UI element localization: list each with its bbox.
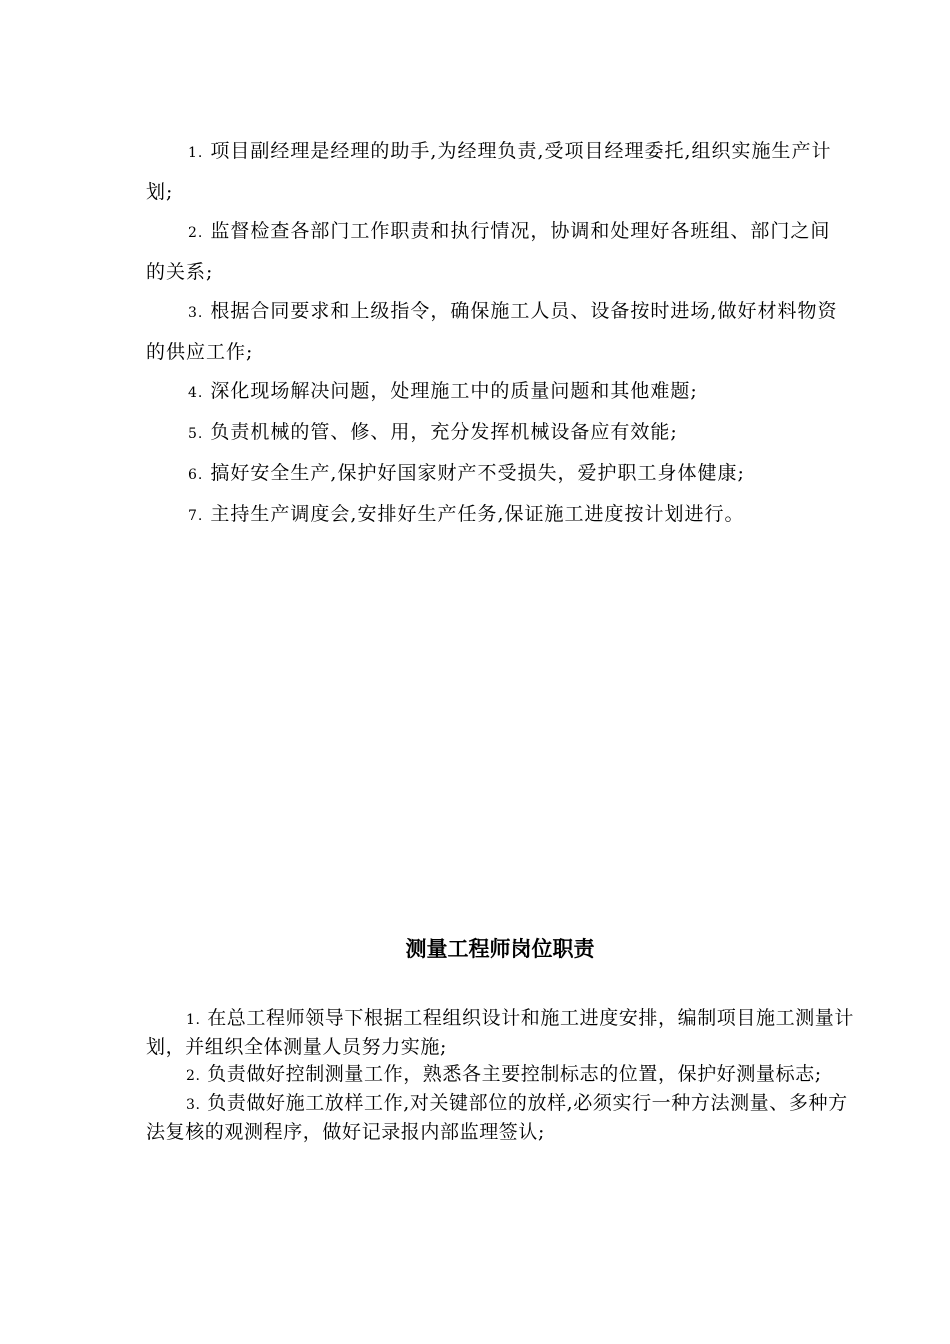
item-text: 负责做好控制测量工作，熟悉各主要控制标志的位置，保护好测量标志; [200,1063,822,1085]
item-text: 深化现场解决问题，处理施工中的质量问题和其他难题; [203,380,698,402]
duty-item-4 [146,372,846,413]
item-number: 2. [186,1068,201,1084]
duty-item-3 [146,1090,856,1146]
item-text: 监督检查各部门工作职责和执行情况，协调和处理好各班组、部门之间的关系; [146,220,831,283]
duty-item-2 [146,212,846,292]
item-text: 搞好安全生产,保护好国家财产不受损失，爱护职工身体健康; [203,462,745,484]
item-number: 7. [188,508,204,524]
item-number: 6. [188,467,204,483]
section-title: 测量工程师岗位职责 [405,937,595,961]
item-text: 在总工程师领导下根据工程组织设计和施工进度安排，编制项目施工测量计划，并组织全体测量人员努力实施; [146,1007,855,1058]
survey-engineer-duties [146,1005,856,1146]
item-text: 负责做好施工放样工作,对关键部位的放样,必须实行一种方法测量、多种方法复核的观测程序，做好记录报内部监理签认; [146,1092,848,1143]
duty-item-1 [146,1005,856,1061]
item-text: 根据合同要求和上级指令，确保施工人员、设备按时进场,做好材料物资的供应工作; [146,300,838,363]
item-number: 1. [186,1012,201,1028]
deputy-manager-duties [146,132,846,536]
item-number: 3. [188,305,204,321]
item-number: 2. [188,225,204,241]
item-number: 1. [188,145,204,161]
duty-item-1 [146,132,846,212]
duty-item-6 [146,454,846,495]
duty-item-7 [146,495,846,536]
item-number: 5. [188,426,204,442]
item-text: 负责机械的管、修、用，充分发挥机械设备应有效能; [203,421,678,443]
item-number: 3. [186,1097,201,1113]
duty-item-2 [146,1061,856,1090]
item-text: 主持生产调度会,安排好生产任务,保证施工进度按计划进行。 [203,503,745,525]
duty-item-3 [146,292,846,372]
item-number: 4. [188,385,204,401]
item-text: 项目副经理是经理的助手,为经理负责,受项目经理委托,组织实施生产计划; [146,140,832,203]
duty-item-5 [146,413,846,454]
